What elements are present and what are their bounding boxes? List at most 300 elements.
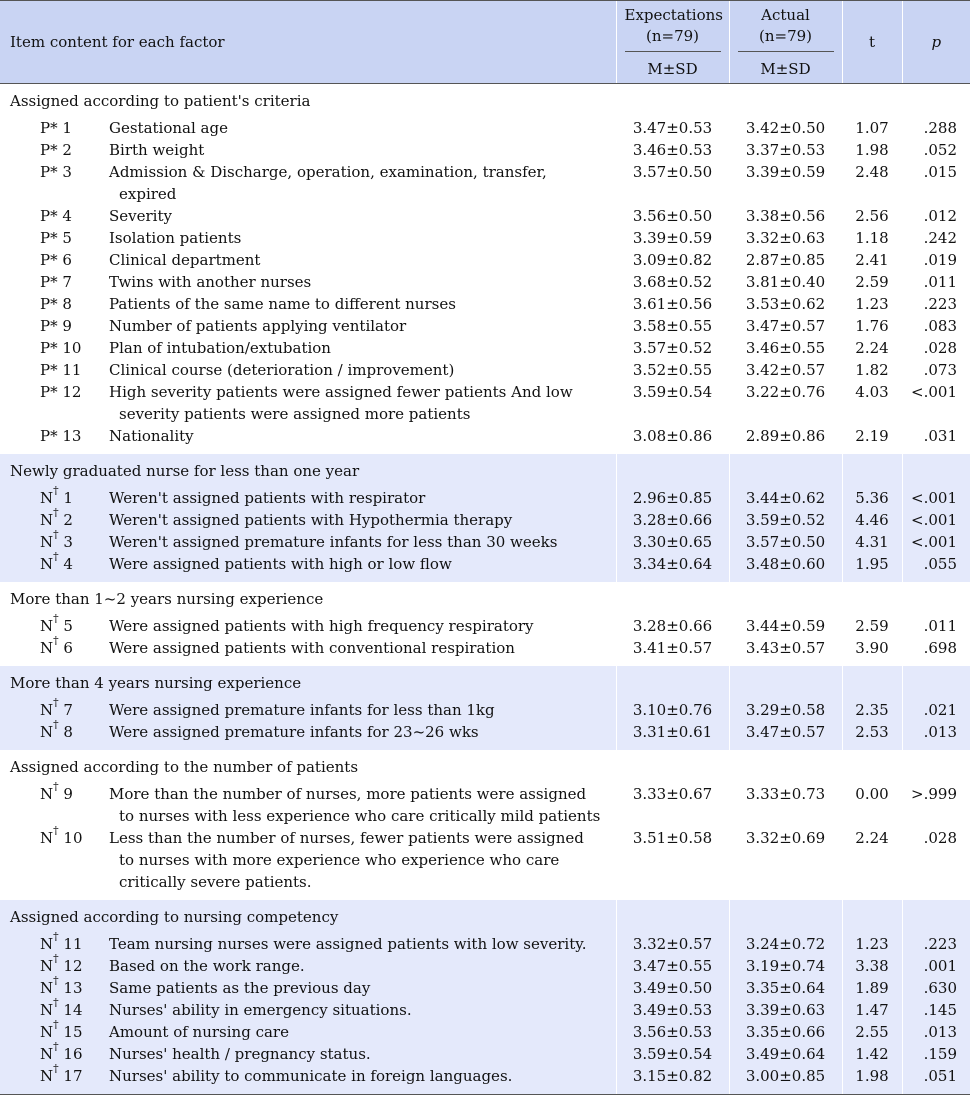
section-title: More than 1~2 years nursing experience — [0, 582, 616, 613]
expectations-value: 3.08±0.86 — [616, 425, 729, 454]
dagger-mark: † — [53, 930, 59, 943]
item-code-number: 2 — [63, 511, 73, 529]
item-code-number: 13 — [63, 979, 83, 997]
actual-value: 3.81±0.40 — [729, 271, 842, 293]
t-value: 0.00 — [842, 781, 902, 827]
item-code-letter: N — [40, 935, 54, 953]
expectations-value: 3.28±0.66 — [616, 509, 729, 531]
table-row — [0, 1043, 970, 1065]
item-cell — [0, 697, 616, 721]
t-value: 1.18 — [842, 227, 902, 249]
dagger-mark: † — [53, 550, 59, 563]
actual-value: 3.22±0.76 — [729, 381, 842, 425]
item-code — [40, 824, 83, 849]
dagger-mark: † — [53, 952, 59, 965]
item-text: Clinical department — [109, 251, 261, 269]
dagger-mark: † — [53, 634, 59, 647]
empty-cell — [616, 900, 729, 931]
table-row — [0, 425, 970, 454]
actual-value: 3.00±0.85 — [729, 1065, 842, 1095]
item-cell — [0, 485, 616, 509]
actual-value: 3.32±0.63 — [729, 227, 842, 249]
t-value: 1.23 — [842, 931, 902, 955]
item-code — [40, 718, 73, 743]
p-value: <.001 — [902, 531, 970, 553]
empty-cell — [729, 900, 842, 931]
p-value: .145 — [902, 999, 970, 1021]
t-value: 2.35 — [842, 697, 902, 721]
p-value: <.001 — [902, 485, 970, 509]
t-value: 4.31 — [842, 531, 902, 553]
item-cell — [0, 293, 616, 315]
p-value: .019 — [902, 249, 970, 271]
t-value: 4.03 — [842, 381, 902, 425]
item-code: P* 12 — [40, 383, 82, 401]
item-text: Were assigned patients with high or low flow — [109, 555, 452, 573]
empty-cell — [902, 666, 970, 697]
expectations-value: 3.39±0.59 — [616, 227, 729, 249]
table-row — [0, 999, 970, 1021]
item-code-number: 14 — [63, 1001, 83, 1019]
item-cell — [0, 613, 616, 637]
p-value: .055 — [902, 553, 970, 582]
actual-value: 3.42±0.57 — [729, 359, 842, 381]
table-row — [0, 381, 970, 425]
expectations-value: 3.47±0.53 — [616, 115, 729, 139]
actual-stat-label: M±SD — [729, 56, 842, 84]
item-text: Weren't assigned patients with Hypothermia therapy — [109, 511, 513, 529]
item-cell — [0, 996, 616, 1021]
item-code — [40, 634, 73, 659]
expectations-value: 3.09±0.82 — [616, 249, 729, 271]
item-text: Amount of nursing care — [109, 1023, 289, 1041]
table-row — [0, 293, 970, 315]
expectations-value: 3.49±0.50 — [616, 977, 729, 999]
t-value: 1.07 — [842, 115, 902, 139]
item-cell — [0, 425, 616, 454]
item-cell — [0, 315, 616, 337]
t-value: 4.46 — [842, 509, 902, 531]
actual-title: Actual — [761, 6, 810, 24]
p-value: .052 — [902, 139, 970, 161]
item-text: Patients of the same name to different nurses — [109, 295, 456, 313]
table-row — [0, 509, 970, 531]
expectations-value: 3.57±0.52 — [616, 337, 729, 359]
item-cell — [0, 115, 616, 139]
actual-value: 3.43±0.57 — [729, 637, 842, 666]
t-value: 2.24 — [842, 827, 902, 900]
item-code-number: 3 — [63, 533, 73, 551]
table-row — [0, 955, 970, 977]
table-section — [0, 84, 970, 455]
item-code-number: 6 — [63, 639, 73, 657]
table-row — [0, 315, 970, 337]
empty-cell — [729, 454, 842, 485]
item-text: Severity — [109, 207, 172, 225]
actual-value: 3.44±0.62 — [729, 485, 842, 509]
item-text: Same patients as the previous day — [109, 979, 371, 997]
actual-value: 3.39±0.59 — [729, 161, 842, 205]
item-cell — [0, 1018, 616, 1043]
item-code-letter: N — [40, 1045, 54, 1063]
t-value: 2.59 — [842, 271, 902, 293]
item-text: Number of patients applying ventilator — [109, 317, 407, 335]
table-row — [0, 271, 970, 293]
item-code-letter: N — [40, 701, 54, 719]
item-text: Weren't assigned premature infants for less than 30 weeks — [109, 533, 558, 551]
p-value: .223 — [902, 293, 970, 315]
t-value: 1.47 — [842, 999, 902, 1021]
table-row — [0, 697, 970, 721]
item-code: P* 2 — [40, 141, 72, 159]
item-cell — [0, 528, 616, 553]
item-cell — [0, 952, 616, 977]
item-code — [40, 550, 73, 575]
table-row — [0, 553, 970, 582]
actual-value: 3.57±0.50 — [729, 531, 842, 553]
t-value: 3.90 — [842, 637, 902, 666]
actual-value: 3.35±0.64 — [729, 977, 842, 999]
item-code-number: 15 — [63, 1023, 83, 1041]
section-header-row — [0, 84, 970, 116]
table-section — [0, 454, 970, 582]
t-value: 2.59 — [842, 613, 902, 637]
actual-n: (n=79) — [758, 27, 813, 45]
table-header — [0, 1, 970, 84]
p-value: .051 — [902, 1065, 970, 1095]
t-column-header: t — [842, 1, 902, 84]
item-cell — [0, 824, 616, 900]
t-value: 2.48 — [842, 161, 902, 205]
item-code-letter: N — [40, 617, 54, 635]
dagger-mark: † — [53, 1062, 59, 1075]
item-code: P* 4 — [40, 207, 72, 225]
actual-value: 3.33±0.73 — [729, 781, 842, 827]
p-value: .073 — [902, 359, 970, 381]
table-section — [0, 666, 970, 750]
item-code-number: 17 — [63, 1067, 83, 1085]
empty-cell — [616, 454, 729, 485]
expectations-value: 3.34±0.64 — [616, 553, 729, 582]
item-text: Nurses' ability in emergency situations. — [109, 1001, 412, 1019]
item-code: P* 1 — [40, 119, 72, 137]
table-row — [0, 205, 970, 227]
empty-cell — [842, 750, 902, 781]
item-code-number: 7 — [63, 701, 73, 719]
item-code — [40, 952, 83, 977]
expectations-value: 3.47±0.55 — [616, 955, 729, 977]
item-text: Twins with another nurses — [109, 273, 312, 291]
t-value: 2.24 — [842, 337, 902, 359]
item-code: P* 3 — [40, 163, 72, 181]
table-row — [0, 227, 970, 249]
expectations-value: 2.96±0.85 — [616, 485, 729, 509]
dagger-mark: † — [53, 1018, 59, 1031]
item-text: More than the number of nurses, more patients were assigned to nurses with less experience who care critically mild patients — [109, 785, 601, 825]
p-value: .001 — [902, 955, 970, 977]
actual-value: 3.49±0.64 — [729, 1043, 842, 1065]
item-code-letter: N — [40, 555, 54, 573]
dagger-mark: † — [53, 996, 59, 1009]
dagger-mark: † — [53, 974, 59, 987]
empty-cell — [729, 582, 842, 613]
dagger-mark: † — [53, 780, 59, 793]
p-value: .159 — [902, 1043, 970, 1065]
empty-cell — [616, 666, 729, 697]
t-value: 2.55 — [842, 1021, 902, 1043]
expectations-value: 3.59±0.54 — [616, 1043, 729, 1065]
empty-cell — [842, 900, 902, 931]
item-code-number: 12 — [63, 957, 83, 975]
item-cell — [0, 205, 616, 227]
empty-cell — [842, 454, 902, 485]
table-row — [0, 1065, 970, 1095]
empty-cell — [842, 666, 902, 697]
expectations-value: 3.51±0.58 — [616, 827, 729, 900]
dagger-mark: † — [53, 612, 59, 625]
expectations-header — [616, 1, 729, 57]
item-text: Team nursing nurses were assigned patients with low severity. — [109, 935, 587, 953]
actual-value: 3.53±0.62 — [729, 293, 842, 315]
table-row — [0, 1021, 970, 1043]
t-value: 2.53 — [842, 721, 902, 750]
p-value: .028 — [902, 337, 970, 359]
section-header-row — [0, 750, 970, 781]
section-title: More than 4 years nursing experience — [0, 666, 616, 697]
actual-value: 3.39±0.63 — [729, 999, 842, 1021]
item-cell — [0, 931, 616, 955]
table-row — [0, 337, 970, 359]
actual-value: 3.47±0.57 — [729, 721, 842, 750]
p-value: .013 — [902, 1021, 970, 1043]
expectations-value: 3.58±0.55 — [616, 315, 729, 337]
item-code-letter: N — [40, 723, 54, 741]
item-code-letter: N — [40, 979, 54, 997]
expectations-value: 3.49±0.53 — [616, 999, 729, 1021]
empty-cell — [729, 666, 842, 697]
expectations-value: 3.56±0.53 — [616, 1021, 729, 1043]
actual-value: 3.37±0.53 — [729, 139, 842, 161]
actual-value: 3.44±0.59 — [729, 613, 842, 637]
item-code — [40, 974, 83, 999]
item-code: P* 5 — [40, 229, 72, 247]
item-text: Isolation patients — [109, 229, 242, 247]
item-text: Plan of intubation/extubation — [109, 339, 331, 357]
expectations-stat-label: M±SD — [616, 56, 729, 84]
item-code-letter: N — [40, 1001, 54, 1019]
item-cell — [0, 1062, 616, 1095]
p-column-header: p — [902, 1, 970, 84]
expectations-value: 3.56±0.50 — [616, 205, 729, 227]
item-code-letter: N — [40, 1067, 54, 1085]
item-column-header: Item content for each factor — [0, 1, 616, 84]
expectations-value: 3.33±0.67 — [616, 781, 729, 827]
t-value: 5.36 — [842, 485, 902, 509]
section-title: Assigned according to nursing competency — [0, 900, 616, 931]
p-value: .223 — [902, 931, 970, 955]
item-text: Weren't assigned patients with respirator — [109, 489, 426, 507]
item-cell — [0, 139, 616, 161]
item-text: Based on the work range. — [109, 957, 305, 975]
section-title: Assigned according to patient's criteria — [0, 84, 616, 116]
table-section — [0, 582, 970, 666]
item-cell — [0, 634, 616, 666]
expectations-value: 3.32±0.57 — [616, 931, 729, 955]
expectations-value: 3.10±0.76 — [616, 697, 729, 721]
item-code-number: 4 — [63, 555, 73, 573]
dagger-mark: † — [53, 696, 59, 709]
p-value: .015 — [902, 161, 970, 205]
p-value: .031 — [902, 425, 970, 454]
empty-cell — [842, 84, 902, 116]
expectations-value: 3.41±0.57 — [616, 637, 729, 666]
section-title: Newly graduated nurse for less than one year — [0, 454, 616, 485]
item-text: Were assigned patients with high frequency respiratory — [109, 617, 534, 635]
p-value: .011 — [902, 613, 970, 637]
p-value: <.001 — [902, 509, 970, 531]
item-code-number: 10 — [63, 829, 83, 847]
expectations-value: 3.28±0.66 — [616, 613, 729, 637]
item-text: Gestational age — [109, 119, 228, 137]
item-code — [40, 996, 83, 1021]
dagger-mark: † — [53, 506, 59, 519]
item-cell — [0, 781, 616, 827]
p-value: .021 — [902, 697, 970, 721]
item-cell — [0, 359, 616, 381]
item-code-letter: N — [40, 489, 54, 507]
item-code-letter: N — [40, 511, 54, 529]
p-value: .630 — [902, 977, 970, 999]
p-value: .028 — [902, 827, 970, 900]
item-code: P* 9 — [40, 317, 72, 335]
item-text: Nationality — [109, 427, 194, 445]
item-code-letter: N — [40, 639, 54, 657]
p-value: <.001 — [902, 381, 970, 425]
table-row — [0, 637, 970, 666]
table-row — [0, 139, 970, 161]
t-value: 1.76 — [842, 315, 902, 337]
empty-cell — [902, 750, 970, 781]
actual-value: 3.32±0.69 — [729, 827, 842, 900]
item-code — [40, 1040, 83, 1065]
dagger-mark: † — [53, 528, 59, 541]
t-value: 3.38 — [842, 955, 902, 977]
dagger-mark: † — [53, 484, 59, 497]
t-value: 1.98 — [842, 1065, 902, 1095]
t-value: 1.23 — [842, 293, 902, 315]
table-row — [0, 827, 970, 900]
item-code: P* 11 — [40, 361, 82, 379]
table-row — [0, 931, 970, 955]
t-value: 1.89 — [842, 977, 902, 999]
expectations-value: 3.59±0.54 — [616, 381, 729, 425]
item-code-number: 11 — [63, 935, 83, 953]
p-value: .012 — [902, 205, 970, 227]
t-value: 1.95 — [842, 553, 902, 582]
actual-header — [729, 1, 842, 57]
actual-value: 3.59±0.52 — [729, 509, 842, 531]
actual-value: 3.47±0.57 — [729, 315, 842, 337]
table-row — [0, 721, 970, 750]
item-code: P* 7 — [40, 273, 72, 291]
item-cell — [0, 249, 616, 271]
actual-value: 3.29±0.58 — [729, 697, 842, 721]
expectations-value: 3.68±0.52 — [616, 271, 729, 293]
expectations-value: 3.15±0.82 — [616, 1065, 729, 1095]
item-code-letter: N — [40, 1023, 54, 1041]
item-code-letter: N — [40, 533, 54, 551]
table-row — [0, 781, 970, 827]
item-code — [40, 1062, 83, 1087]
empty-cell — [729, 750, 842, 781]
p-value: .288 — [902, 115, 970, 139]
dagger-mark: † — [53, 824, 59, 837]
table-row — [0, 531, 970, 553]
item-cell — [0, 161, 616, 205]
item-code — [40, 1018, 83, 1043]
empty-cell — [729, 84, 842, 116]
item-code-number: 8 — [63, 723, 73, 741]
item-text: Were assigned premature infants for less than 1kg — [109, 701, 495, 719]
expectations-value: 3.61±0.56 — [616, 293, 729, 315]
actual-value: 3.42±0.50 — [729, 115, 842, 139]
section-header-row — [0, 900, 970, 931]
actual-value: 3.19±0.74 — [729, 955, 842, 977]
p-value: >.999 — [902, 781, 970, 827]
empty-cell — [902, 582, 970, 613]
table-row — [0, 115, 970, 139]
expectations-title: Expectations — [624, 6, 723, 24]
item-cell — [0, 718, 616, 750]
item-code-letter: N — [40, 957, 54, 975]
item-text: Admission & Discharge, operation, examination, transfer, expired — [109, 163, 547, 203]
empty-cell — [616, 750, 729, 781]
item-cell — [0, 337, 616, 359]
table-row — [0, 485, 970, 509]
t-value: 1.98 — [842, 139, 902, 161]
t-value: 2.41 — [842, 249, 902, 271]
expectations-value: 3.46±0.53 — [616, 139, 729, 161]
item-cell — [0, 227, 616, 249]
table-row — [0, 977, 970, 999]
p-value: .698 — [902, 637, 970, 666]
actual-value: 3.46±0.55 — [729, 337, 842, 359]
t-value: 2.19 — [842, 425, 902, 454]
p-value: .083 — [902, 315, 970, 337]
item-code: P* 8 — [40, 295, 72, 313]
item-text: Nurses' ability to communicate in foreign languages. — [109, 1067, 513, 1085]
t-value: 1.82 — [842, 359, 902, 381]
empty-cell — [902, 900, 970, 931]
item-cell — [0, 550, 616, 582]
empty-cell — [842, 582, 902, 613]
item-code-number: 16 — [63, 1045, 83, 1063]
item-code — [40, 930, 83, 955]
empty-cell — [616, 582, 729, 613]
p-value: .013 — [902, 721, 970, 750]
actual-value: 3.35±0.66 — [729, 1021, 842, 1043]
table-row — [0, 613, 970, 637]
item-code-number: 5 — [63, 617, 73, 635]
expectations-value: 3.30±0.65 — [616, 531, 729, 553]
actual-value: 2.89±0.86 — [729, 425, 842, 454]
item-text: High severity patients were assigned fewer patients And low severity patients were assigned more patients — [109, 383, 573, 423]
item-text: Were assigned premature infants for 23~26 wks — [109, 723, 479, 741]
empty-cell — [616, 84, 729, 116]
item-code — [40, 780, 73, 805]
table-row — [0, 359, 970, 381]
expectations-value: 3.31±0.61 — [616, 721, 729, 750]
